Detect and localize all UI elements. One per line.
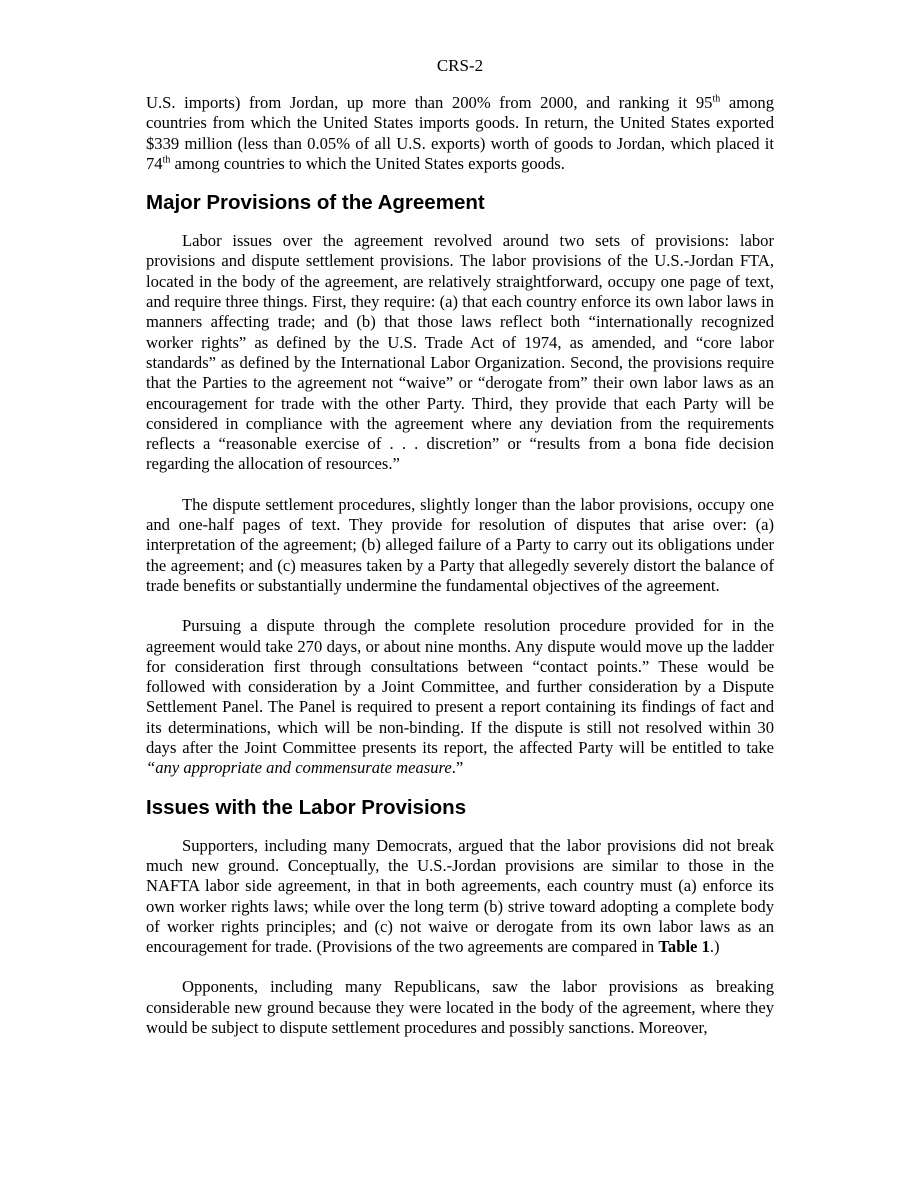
paragraph-dispute-procedure <box>146 616 774 778</box>
intro-text-part1: U.S. imports) from Jordan, up more than 200% from 2000, and ranking it 95 <box>146 93 713 112</box>
intro-paragraph <box>146 93 774 174</box>
dispute-procedure-text: Pursuing a dispute through the complete resolution procedure provided for in the agreement would take 270 days, or about nine months. Any dispute would move up the ladder for consideration first through consultations between “contact points.” These would be followed with consideration by a Joint Committee, and further consideration by a Dispute Settlement Panel. The Panel is required to present a report containing its findings of fact and its determinations, which will be non-binding. If the dispute is still not resolved within 30 days after the Joint Committee presents its report, the affected Party will be entitled to take <box>146 616 774 758</box>
paragraph-labor-issues: Labor issues over the agreement revolved around two sets of provisions: labor provisions and dispute settlement provisions. The labor provisions of the U.S.-Jordan FTA, located in the body of the agreement, are relatively straightforward, occupy one page of text, and require three things. First, they require: (a) that each country enforce its own labor laws in manners affecting trade; and (b) that those laws reflect both “internationally recognized worker rights” as defined by the U.S. Trade Act of 1974, as amended, and “core labor standards” as defined by the International Labor Organization. Second, the provisions require that the Parties to the agreement not “waive” or “derogate from” their own labor laws as an encouragement for trade with the other Party. Third, they provide that each Party will be considered in compliance with the agreement where any deviation from the requirements reflects a “reasonable exercise of . . . discretion” or “results from a bona fide decision regarding the allocation of resources.” <box>146 231 774 474</box>
document-body <box>146 93 774 1038</box>
page-header: CRS-2 <box>436 56 484 75</box>
section-heading-major-provisions: Major Provisions of the Agreement <box>146 191 485 215</box>
paragraph-opponents: Opponents, including many Republicans, saw the labor provisions as breaking considerable new ground because they were located in the body of the agreement, where they would be subject to dispute settlement procedures and possibly sanctions. Moreover, <box>146 977 774 1037</box>
paragraph-supporters <box>146 836 774 958</box>
supporters-end: .) <box>709 937 720 957</box>
dispute-procedure-quote: “any appropriate and commensurate measure <box>146 758 452 778</box>
intro-text-part3: among countries to which the United States exports goods. <box>170 153 565 173</box>
dispute-procedure-end: .” <box>451 758 464 778</box>
section-heading-labor-issues: Issues with the Labor Provisions <box>146 795 467 819</box>
table-reference: Table 1 <box>658 937 710 957</box>
intro-superscript-1: th <box>712 93 721 105</box>
supporters-text: Supporters, including many Democrats, argued that the labor provisions did not break much new ground. Conceptually, the U.S.-Jordan provisions are similar to those in the NAFTA labor side agreement, in that in both agreements, each country must (a) enforce its own worker rights laws; while over the long term (b) strive toward adopting a complete body of worker rights principles; and (c) not waive or derogate from its own labor laws as an encouragement for trade. (Provisions of the two agreements are compared in <box>146 835 774 957</box>
paragraph-dispute-settlement: The dispute settlement procedures, slightly longer than the labor provisions, occupy one and one-half pages of text. They provide for resolution of disputes that arise over: (a) interpretation of the agreement; (b) alleged failure of a Party to carry out its obligations under the agreement; and (c) measures taken by a Party that allegedly severely distort the balance of trade benefits or substantially undermine the fundamental objectives of the agreement. <box>146 494 774 595</box>
intro-text-part2: among countries from which the United States imports goods. In return, the United States exported $339 million (less than 0.05% of all U.S. exports) worth of goods to Jordan, which placed it 74 <box>146 93 774 173</box>
intro-superscript-2: th <box>162 154 171 166</box>
